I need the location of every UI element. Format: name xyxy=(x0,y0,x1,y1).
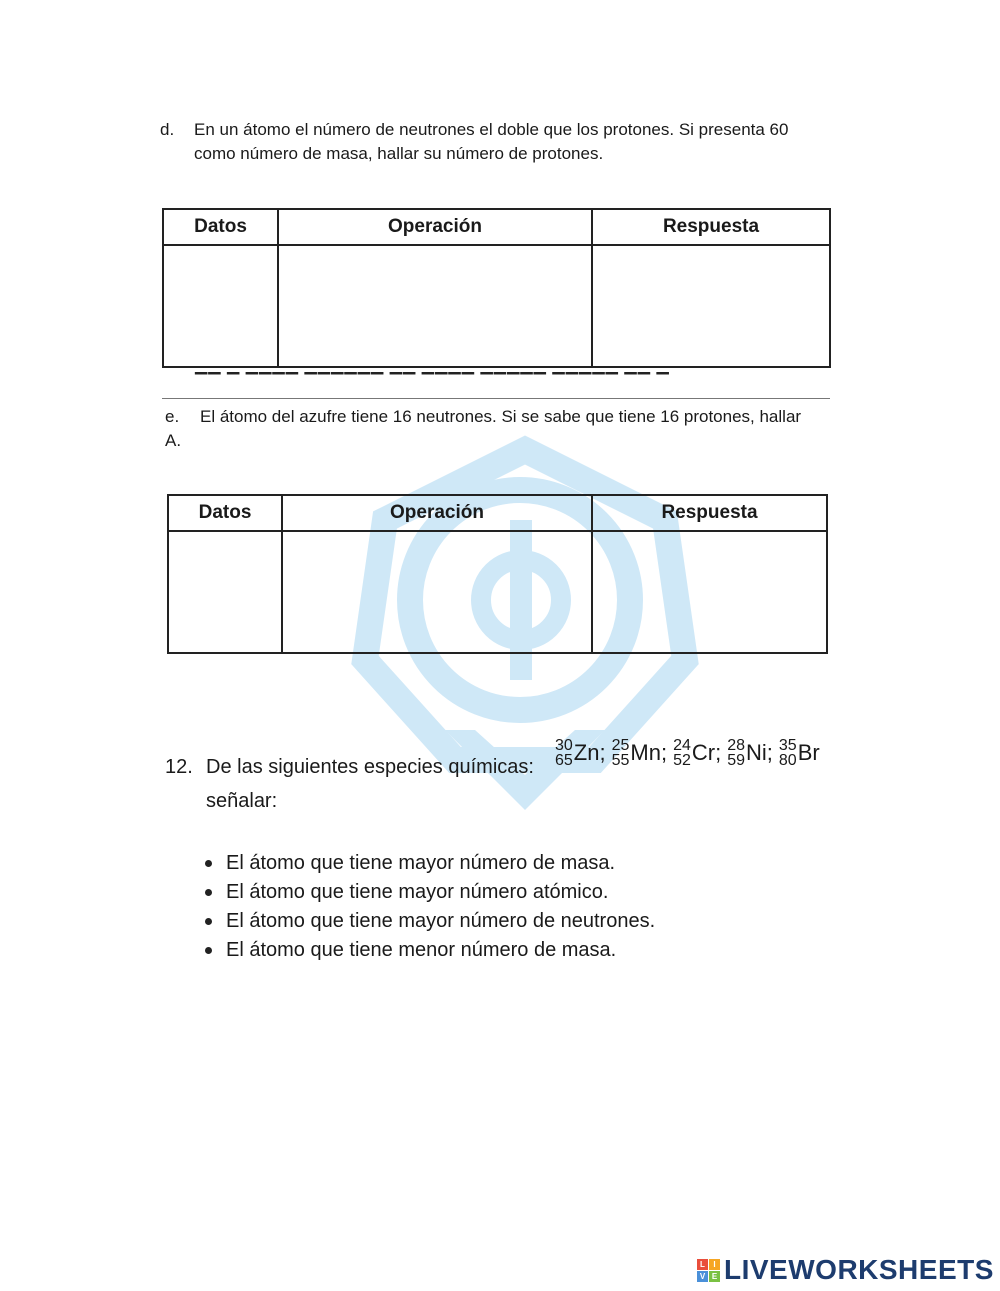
table-d-respuesta-cell[interactable] xyxy=(592,245,830,367)
liveworksheets-logo xyxy=(697,1254,994,1286)
question-d-letter: d. xyxy=(160,120,175,139)
brand-icon-letter: V xyxy=(697,1271,708,1282)
question-d-line2: como número de masa, hallar su número de protones. xyxy=(194,144,604,163)
species-ni xyxy=(727,738,773,768)
species-br xyxy=(779,738,820,768)
table-e-operacion-cell[interactable] xyxy=(282,531,592,653)
table-e-header-datos: Datos xyxy=(168,495,282,531)
species-mn-bottom: 55 xyxy=(611,752,630,769)
bullet-text: El átomo que tiene mayor número de masa. xyxy=(226,852,616,874)
bullet-icon xyxy=(205,947,212,954)
table-e-header-respuesta: Respuesta xyxy=(592,495,827,531)
liveworksheets-icon xyxy=(697,1259,720,1282)
species-ni-symbol: Ni; xyxy=(746,740,773,765)
question-12-intro: De las siguientes especies químicas: xyxy=(206,756,534,778)
table-e-header-operacion: Operación xyxy=(282,495,592,531)
cut-off-text-fragment: ▔▔ ▔ ▔▔▔▔ ▔▔▔▔▔▔ ▔▔ ▔▔▔▔ ▔▔▔▔▔ ▔▔▔▔▔ ▔▔ ▔ xyxy=(195,374,670,391)
table-e-datos-cell[interactable] xyxy=(168,531,282,653)
species-zn-bottom: 65 xyxy=(555,752,573,769)
table-e-respuesta-cell[interactable] xyxy=(592,531,827,653)
list-item xyxy=(205,907,655,936)
answer-table-e xyxy=(167,494,828,654)
table-d-header-respuesta: Respuesta xyxy=(592,209,830,245)
table-d-operacion-cell[interactable] xyxy=(278,245,592,367)
species-cr xyxy=(673,738,721,768)
table-d-datos-cell[interactable] xyxy=(163,245,278,367)
brand-icon-letter: L xyxy=(697,1259,708,1270)
species-zn-symbol: Zn; xyxy=(573,740,606,765)
table-d-header-operacion: Operación xyxy=(278,209,592,245)
brand-icon-letter: E xyxy=(709,1271,720,1282)
list-item xyxy=(205,849,655,878)
species-br-bottom: 80 xyxy=(778,752,797,769)
liveworksheets-wordmark: LIVEWORKSHEETS xyxy=(724,1254,994,1285)
question-d-line1: En un átomo el número de neutrones el doble que los protones. Si presenta 60 xyxy=(194,120,789,139)
species-cr-top: 24 xyxy=(673,737,691,754)
answer-table-d xyxy=(162,208,831,368)
species-ni-bottom: 59 xyxy=(727,752,745,769)
species-mn-symbol: Mn; xyxy=(630,740,668,765)
species-br-top: 35 xyxy=(778,737,797,754)
list-item xyxy=(205,878,655,907)
species-mn-top: 25 xyxy=(611,737,630,754)
question-e-line1: El átomo del azufre tiene 16 neutrones. Si se sabe que tiene 16 protones, hallar xyxy=(200,407,802,426)
species-mn xyxy=(612,738,667,768)
brand-icon-letter: I xyxy=(709,1259,720,1270)
bullet-icon xyxy=(205,889,212,896)
bullet-text: El átomo que tiene menor número de masa. xyxy=(226,939,617,961)
species-br-symbol: Br xyxy=(797,740,820,765)
bullet-text: El átomo que tiene mayor número atómico. xyxy=(226,881,609,903)
question-e-letter: e. xyxy=(165,407,180,426)
species-zn xyxy=(555,738,606,768)
question-e-line2: A. xyxy=(165,431,182,450)
question-12-number: 12. xyxy=(165,756,193,778)
species-cr-bottom: 52 xyxy=(673,752,691,769)
table-d-header-datos: Datos xyxy=(163,209,278,245)
species-zn-top: 30 xyxy=(555,737,573,754)
bullet-text: El átomo que tiene mayor número de neutrones. xyxy=(226,910,656,932)
species-cr-symbol: Cr; xyxy=(691,740,722,765)
question-12-bullets xyxy=(205,849,655,965)
list-item xyxy=(205,936,655,965)
bullet-icon xyxy=(205,860,212,867)
question-12-continuation: señalar: xyxy=(206,790,278,812)
bullet-icon xyxy=(205,918,212,925)
species-ni-top: 28 xyxy=(727,737,745,754)
chemical-species-list xyxy=(555,738,826,768)
separator-line xyxy=(162,398,830,399)
